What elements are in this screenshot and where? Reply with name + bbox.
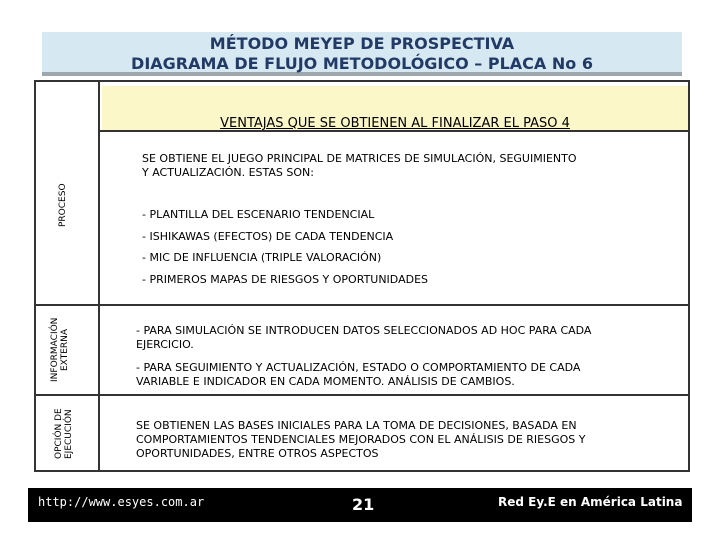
- informacion-p1-line-1: - PARA SIMULACIÓN SE INTRODUCEN DATOS SELECCIONADOS AD HOC PARA CADA: [136, 324, 592, 337]
- opcion-paragraph: [136, 419, 684, 461]
- informacion-p2-line-2: VARIABLE E INDICADOR EN CADA MOMENTO. ANÁLISIS DE CAMBIOS.: [136, 375, 515, 388]
- proceso-intro-line-2: Y ACTUALIZACIÓN. ESTAS SON:: [142, 166, 314, 179]
- footer-organization: Red Ey.E en América Latina: [498, 495, 683, 509]
- opcion-label: OPCIÓN DE EJECUCIÓN: [54, 408, 74, 460]
- informacion-p1-line-2: EJERCICIO.: [136, 338, 194, 351]
- opcion-line-1: SE OBTIENEN LAS BASES INICIALES PARA LA TOMA DE DECISIONES, BASADA EN: [136, 419, 577, 432]
- title-line-1: MÉTODO MEYEP DE PROSPECTIVA: [209, 34, 515, 53]
- header-band-title: VENTAJAS QUE SE OBTIENEN AL FINALIZAR EL PASO 4: [220, 116, 570, 131]
- proceso-item: - ISHIKAWAS (EFECTOS) DE CADA TENDENCIA: [142, 230, 394, 243]
- page-number: 21: [352, 495, 375, 514]
- informacion-paragraph-2: [136, 361, 684, 389]
- proceso-item: - PLANTILLA DEL ESCENARIO TENDENCIAL: [142, 208, 375, 221]
- informacion-paragraph-1: [136, 324, 684, 352]
- proceso-label: PROCESO: [58, 183, 68, 227]
- proceso-intro: [142, 152, 682, 180]
- opcion-line-3: OPORTUNIDADES, ENTRE OTROS ASPECTOS: [136, 447, 379, 460]
- proceso-item: - MIC DE INFLUENCIA (TRIPLE VALORACIÓN): [142, 251, 382, 264]
- proceso-intro-line-1: SE OBTIENE EL JUEGO PRINCIPAL DE MATRICES DE SIMULACIÓN, SEGUIMIENTO: [142, 152, 577, 165]
- title-line-2: DIAGRAMA DE FLUJO METODOLÓGICO – PLACA No 6: [131, 54, 593, 73]
- slide-title: [42, 32, 682, 76]
- footer-url-link[interactable]: http://www.esyes.com.ar: [38, 495, 205, 509]
- informacion-divider: [34, 394, 690, 396]
- informacion-label: INFORMACIÓN EXTERNA: [50, 317, 70, 383]
- proceso-item: - PRIMEROS MAPAS DE RIESGOS Y OPORTUNIDADES: [142, 273, 429, 286]
- left-column-divider: [98, 80, 100, 472]
- informacion-p2-line-1: - PARA SEGUIMIENTO Y ACTUALIZACIÓN, ESTADO O COMPORTAMIENTO DE CADA: [136, 361, 581, 374]
- proceso-divider: [34, 304, 690, 306]
- opcion-line-2: COMPORTAMIENTOS TENDENCIALES MEJORADOS CON EL ANÁLISIS DE RIESGOS Y: [136, 433, 586, 446]
